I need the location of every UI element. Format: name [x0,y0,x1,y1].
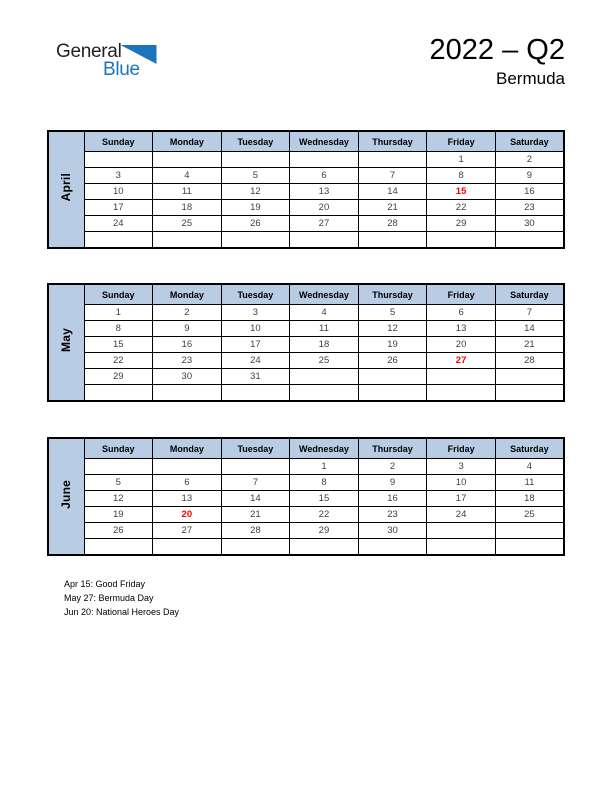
day-cell [153,539,222,556]
day-cell [358,152,427,168]
week-row [48,168,564,184]
day-cell: 22 [290,507,359,523]
day-cell [84,232,153,249]
day-cell [358,385,427,402]
weekday-header: Saturday [495,284,564,305]
weekday-header: Thursday [358,284,427,305]
day-cell: 16 [153,337,222,353]
day-cell: 28 [358,216,427,232]
holiday-list [64,577,179,620]
day-cell [358,232,427,249]
day-cell: 19 [84,507,153,523]
weekday-header: Saturday [495,438,564,459]
day-cell [221,385,290,402]
week-row [48,539,564,556]
day-cell [153,459,222,475]
day-cell: 9 [153,321,222,337]
week-row [48,491,564,507]
day-cell: 18 [495,491,564,507]
day-cell: 13 [290,184,359,200]
weekday-header-row [48,131,564,152]
day-cell: 20 [427,337,496,353]
week-row [48,321,564,337]
day-cell: 22 [84,353,153,369]
weekday-header: Monday [153,131,222,152]
month-cell [48,284,84,401]
day-cell [290,232,359,249]
day-cell [84,539,153,556]
day-cell [495,523,564,539]
day-cell: 25 [290,353,359,369]
weekday-header: Wednesday [290,284,359,305]
day-cell: 16 [358,491,427,507]
day-cell: 12 [84,491,153,507]
month-label: May [59,328,74,352]
day-cell: 4 [153,168,222,184]
day-cell: 24 [221,353,290,369]
day-cell: 23 [358,507,427,523]
weekday-header: Monday [153,438,222,459]
day-cell: 11 [495,475,564,491]
weekday-header: Saturday [495,131,564,152]
weekday-header: Monday [153,284,222,305]
day-cell: 21 [495,337,564,353]
day-cell [84,385,153,402]
day-cell [495,385,564,402]
day-cell: 7 [221,475,290,491]
logo-text-blue: Blue [103,59,140,80]
week-row [48,523,564,539]
day-cell: 29 [427,216,496,232]
weekday-header: Friday [427,284,496,305]
day-cell: 5 [84,475,153,491]
day-cell: 25 [153,216,222,232]
week-row [48,459,564,475]
day-cell: 24 [427,507,496,523]
day-cell-holiday: 15 [427,184,496,200]
day-cell: 5 [358,305,427,321]
day-cell: 28 [221,523,290,539]
day-cell: 17 [427,491,496,507]
day-cell: 14 [495,321,564,337]
day-cell: 2 [495,152,564,168]
week-row [48,475,564,491]
day-cell: 16 [495,184,564,200]
weekday-header: Friday [427,438,496,459]
day-cell: 3 [84,168,153,184]
day-cell: 19 [221,200,290,216]
page-title: 2022 – Q2 [429,34,565,66]
calendar-table-june [47,437,565,556]
day-cell: 22 [427,200,496,216]
day-cell [495,232,564,249]
day-cell: 13 [153,491,222,507]
day-cell: 3 [221,305,290,321]
day-cell: 21 [358,200,427,216]
week-row [48,152,564,168]
weekday-header: Tuesday [221,131,290,152]
day-cell: 1 [290,459,359,475]
day-cell [221,459,290,475]
day-cell [290,385,359,402]
day-cell-holiday: 27 [427,353,496,369]
day-cell [427,523,496,539]
month-label: June [59,479,74,509]
page-subtitle: Bermuda [496,69,565,89]
day-cell: 8 [84,321,153,337]
day-cell: 2 [358,459,427,475]
weekday-header-row [48,438,564,459]
day-cell: 3 [427,459,496,475]
week-row [48,385,564,402]
day-cell: 1 [84,305,153,321]
day-cell [290,539,359,556]
weekday-header: Friday [427,131,496,152]
day-cell: 6 [153,475,222,491]
day-cell [84,459,153,475]
day-cell: 6 [290,168,359,184]
day-cell [358,369,427,385]
day-cell: 26 [221,216,290,232]
day-cell [495,539,564,556]
day-cell: 27 [153,523,222,539]
day-cell: 1 [427,152,496,168]
day-cell: 27 [290,216,359,232]
day-cell: 14 [358,184,427,200]
day-cell: 11 [290,321,359,337]
week-row [48,305,564,321]
day-cell: 29 [84,369,153,385]
week-row [48,353,564,369]
day-cell: 10 [427,475,496,491]
week-row [48,184,564,200]
day-cell: 12 [358,321,427,337]
calendar-table-april [47,130,565,249]
day-cell [153,152,222,168]
day-cell-holiday: 20 [153,507,222,523]
day-cell [153,385,222,402]
day-cell: 2 [153,305,222,321]
weekday-header: Sunday [84,438,153,459]
day-cell: 8 [427,168,496,184]
day-cell: 4 [290,305,359,321]
day-cell [221,232,290,249]
day-cell: 17 [221,337,290,353]
weekday-header: Thursday [358,438,427,459]
day-cell: 15 [84,337,153,353]
general-blue-logo [56,42,186,79]
day-cell: 30 [495,216,564,232]
week-row [48,216,564,232]
weekday-header: Tuesday [221,284,290,305]
day-cell: 10 [221,321,290,337]
day-cell [153,232,222,249]
day-cell [221,152,290,168]
day-cell: 29 [290,523,359,539]
weekday-header: Sunday [84,131,153,152]
day-cell [358,539,427,556]
day-cell: 15 [290,491,359,507]
day-cell: 20 [290,200,359,216]
month-label: April [59,172,74,202]
day-cell: 26 [84,523,153,539]
day-cell: 21 [221,507,290,523]
day-cell: 11 [153,184,222,200]
day-cell [427,369,496,385]
day-cell: 28 [495,353,564,369]
day-cell [427,232,496,249]
holiday-line: Jun 20: National Heroes Day [64,607,180,618]
day-cell [495,369,564,385]
day-cell [427,539,496,556]
day-cell: 5 [221,168,290,184]
title-block [430,34,565,89]
day-cell: 13 [427,321,496,337]
day-cell: 18 [153,200,222,216]
week-row [48,232,564,249]
holiday-line: Apr 15: Good Friday [64,579,146,589]
day-cell [290,369,359,385]
weekday-header: Wednesday [290,438,359,459]
day-cell: 19 [358,337,427,353]
logo-text-general: General [56,41,122,62]
day-cell: 8 [290,475,359,491]
week-row [48,200,564,216]
weekday-header: Thursday [358,131,427,152]
day-cell: 6 [427,305,496,321]
day-cell: 23 [153,353,222,369]
weekday-header-row [48,284,564,305]
day-cell: 9 [495,168,564,184]
day-cell: 30 [153,369,222,385]
day-cell [427,385,496,402]
weekday-header: Tuesday [221,438,290,459]
day-cell: 30 [358,523,427,539]
month-cell [48,438,84,555]
holiday-line: May 27: Bermuda Day [64,593,154,604]
day-cell: 4 [495,459,564,475]
day-cell: 18 [290,337,359,353]
day-cell: 26 [358,353,427,369]
day-cell: 24 [84,216,153,232]
day-cell: 7 [495,305,564,321]
day-cell: 14 [221,491,290,507]
day-cell [84,152,153,168]
weekday-header: Sunday [84,284,153,305]
day-cell: 7 [358,168,427,184]
day-cell: 10 [84,184,153,200]
month-cell [48,131,84,248]
day-cell: 9 [358,475,427,491]
day-cell: 23 [495,200,564,216]
calendar-table-may [47,283,565,402]
day-cell: 12 [221,184,290,200]
week-row [48,369,564,385]
day-cell [290,152,359,168]
week-row [48,337,564,353]
day-cell: 25 [495,507,564,523]
weekday-header: Wednesday [290,131,359,152]
day-cell [221,539,290,556]
day-cell: 31 [221,369,290,385]
day-cell: 17 [84,200,153,216]
week-row [48,507,564,523]
